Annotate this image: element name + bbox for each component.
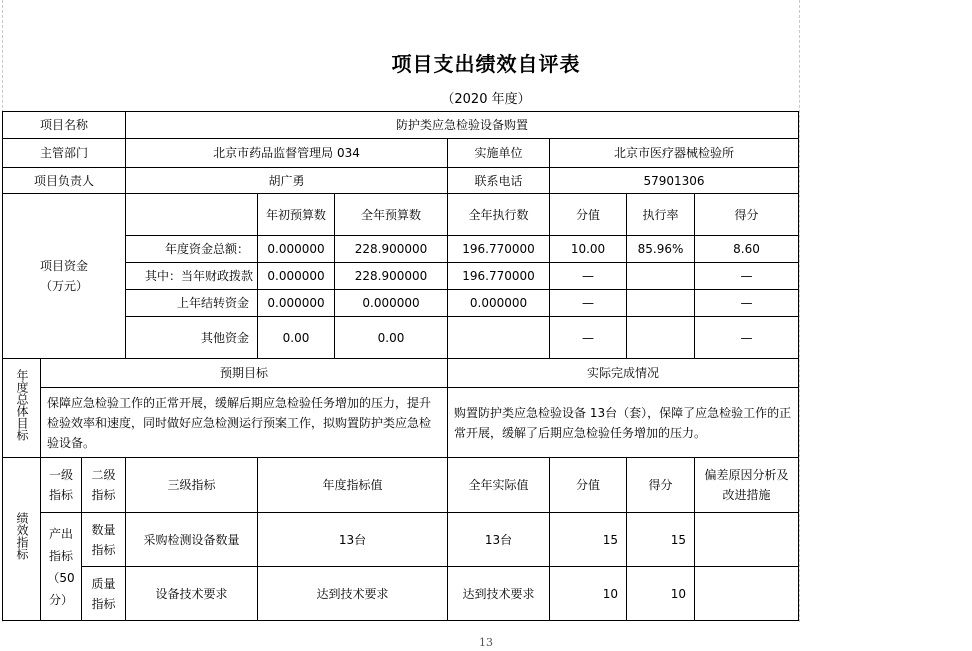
funds-cell: 0.00	[258, 317, 335, 359]
funds-cell: 228.900000	[335, 236, 448, 263]
funds-cell: 8.60	[695, 236, 799, 263]
level2-cell-text: 数量指标	[91, 522, 116, 557]
dept-label: 主管部门	[3, 139, 126, 168]
project-name-row	[3, 112, 799, 139]
indicators-label	[3, 458, 41, 621]
funds-cell: 196.770000	[448, 263, 550, 290]
target-cell: 13台	[258, 513, 448, 567]
funds-cell: —	[695, 317, 799, 359]
expected-goal-text: 保障应急检验工作的正常开展，缓解后期应急检验任务增加的压力，提升检验效率和速度，同时做好应急检测运行预案工作，拟购置防护类应急检验设备。	[41, 388, 448, 458]
level2-cell-text: 质量指标	[91, 576, 116, 611]
deviation-cell	[695, 567, 799, 621]
actual-goal-label: 实际完成情况	[448, 359, 799, 388]
actual-header: 全年实际值	[448, 458, 550, 513]
dept-value: 北京市药品监督管理局 034	[126, 139, 448, 168]
dept-row	[3, 139, 799, 168]
page-number: 13	[479, 636, 493, 649]
goals-label	[3, 359, 41, 458]
target-header: 年度指标值	[258, 458, 448, 513]
level3-header: 三级指标	[126, 458, 258, 513]
funds-row-label: 年度资金总额：	[126, 236, 258, 263]
funds-header-annual: 全年预算数	[335, 194, 448, 236]
funds-cell	[627, 317, 695, 359]
indicators-header-row	[3, 458, 799, 513]
score-value-header: 分值	[550, 458, 627, 513]
phone-value: 57901306	[550, 168, 799, 194]
expected-goal-label: 预期目标	[41, 359, 448, 388]
funds-header-initial: 年初预算数	[258, 194, 335, 236]
level1-header	[41, 458, 82, 513]
score-value-cell: 10	[550, 567, 627, 621]
funds-cell: —	[695, 290, 799, 317]
project-name-label: 项目名称	[3, 112, 126, 139]
funds-header-blank	[126, 194, 258, 236]
manager-value: 胡广勇	[126, 168, 448, 194]
funds-row-label	[126, 317, 258, 359]
funds-cell: —	[550, 317, 627, 359]
funds-row-label: 上年结转资金	[126, 290, 258, 317]
actual-goal-text: 购置防护类应急检验设备 13台（套），保障了应急检验工作的正常开展，缓解了后期应急检验任务增加的压力。	[448, 388, 799, 458]
level1-cell	[41, 513, 82, 621]
funds-cell	[627, 290, 695, 317]
funds-cell	[627, 263, 695, 290]
level2-cell	[82, 513, 126, 567]
level2-header	[82, 458, 126, 513]
funds-cell: —	[550, 263, 627, 290]
funds-header-executed: 全年执行数	[448, 194, 550, 236]
funds-cell: —	[695, 263, 799, 290]
goals-header-row	[3, 359, 799, 388]
funds-cell: 85.96%	[627, 236, 695, 263]
actual-cell: 13台	[448, 513, 550, 567]
funds-cell: 0.000000	[258, 290, 335, 317]
evaluation-table	[2, 111, 799, 621]
goals-label-text: 年度总体目标	[15, 369, 29, 441]
score-cell: 15	[627, 513, 695, 567]
page-title: 项目支出绩效自评表	[391, 52, 581, 76]
funds-header-rate: 执行率	[627, 194, 695, 236]
actual-cell: 达到技术要求	[448, 567, 550, 621]
deviation-header-text: 偏差原因分析及改进措施	[704, 468, 789, 502]
goals-content-row	[3, 388, 799, 458]
funds-cell: 228.900000	[335, 263, 448, 290]
indicator-row	[3, 567, 799, 621]
funds-cell: 0.00	[335, 317, 448, 359]
funds-cell: 0.000000	[258, 236, 335, 263]
score-cell: 10	[627, 567, 695, 621]
deviation-header	[695, 458, 799, 513]
impl-unit-label: 实施单位	[448, 139, 550, 168]
manager-row	[3, 168, 799, 194]
funds-cell: 0.000000	[448, 290, 550, 317]
funds-cell: 10.00	[550, 236, 627, 263]
level3-cell: 设备技术要求	[126, 567, 258, 621]
deviation-cell	[695, 513, 799, 567]
score-value-cell: 15	[550, 513, 627, 567]
score-header: 得分	[627, 458, 695, 513]
funds-header-row	[3, 194, 799, 236]
funds-row-label-text: 其他资金	[201, 330, 250, 345]
funds-cell	[448, 317, 550, 359]
indicator-row	[3, 513, 799, 567]
level2-cell	[82, 567, 126, 621]
funds-label-text: 项目资金（万元）	[39, 259, 88, 293]
manager-label: 项目负责人	[3, 168, 126, 194]
level3-cell: 采购检测设备数量	[126, 513, 258, 567]
funds-header-score-value: 分值	[550, 194, 627, 236]
impl-unit-value: 北京市医疗器械检验所	[550, 139, 799, 168]
indicators-label-text: 绩效指标	[15, 512, 29, 560]
target-cell: 达到技术要求	[258, 567, 448, 621]
funds-cell: 0.000000	[258, 263, 335, 290]
funds-row-label: 其中：当年财政拨款	[126, 263, 258, 290]
year-label: （2020 年度）	[441, 92, 531, 107]
funds-label	[3, 194, 126, 359]
phone-label: 联系电话	[448, 168, 550, 194]
funds-cell: 196.770000	[448, 236, 550, 263]
project-name-value: 防护类应急检验设备购置	[126, 112, 799, 139]
level2-header-text: 二级指标	[91, 468, 116, 502]
funds-header-score: 得分	[695, 194, 799, 236]
funds-cell: —	[550, 290, 627, 317]
level1-header-text: 一级指标	[48, 468, 73, 502]
funds-cell: 0.000000	[335, 290, 448, 317]
level1-cell-text: 产出指标（50分）	[47, 526, 75, 607]
